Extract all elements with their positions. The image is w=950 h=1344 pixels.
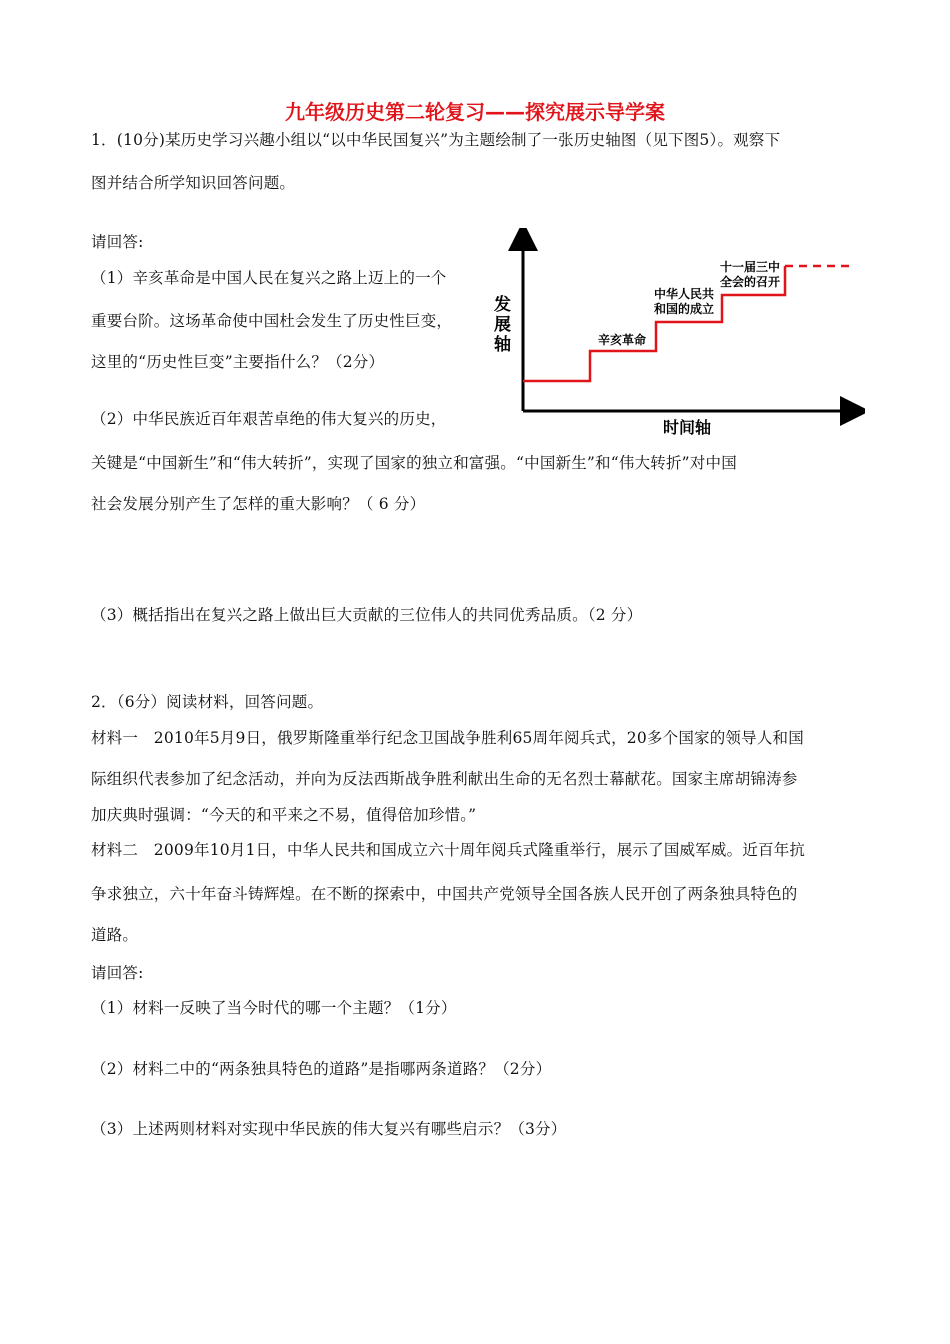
step-label: 十一届三中 bbox=[720, 260, 781, 274]
q1-part2-line1: （2）中华民族近百年艰苦卓绝的伟大复兴的历史， bbox=[91, 410, 447, 428]
q2-material1-line1: 材料一 2010年5月9日，俄罗斯隆重举行纪念卫国战争胜利65周年阅兵式，20多个国家的领导人和国 bbox=[91, 729, 804, 747]
q2-part2: （2）材料二中的“两条独具特色的道路”是指哪两条道路？（2分） bbox=[91, 1060, 552, 1078]
q2-intro: 2．（6分）阅读材料，回答问题。 bbox=[91, 693, 324, 711]
q2-prompt: 请回答: bbox=[91, 964, 144, 982]
page-title: 九年级历史第二轮复习——探究展示导学案 bbox=[285, 100, 665, 124]
step-label: 辛亥革命 bbox=[598, 333, 647, 347]
y-axis-label bbox=[493, 294, 511, 355]
q2-part3: （3）上述两则材料对实现中华民族的伟大复兴有哪些启示？（3分） bbox=[91, 1120, 567, 1138]
q2-material1-line3: 加庆典时强调：“今天的和平来之不易，值得倍加珍惜。” bbox=[91, 806, 477, 824]
q1-part1-line1: （1）辛亥革命是中国人民在复兴之路上迈上的一个 bbox=[91, 269, 447, 287]
q2-material2-line3: 道路。 bbox=[91, 926, 139, 944]
q2-material2-line1: 材料二 2009年10月1日，中华人民共和国成立六十周年阅兵式隆重举行，展示了国威军威。近百年抗 bbox=[91, 841, 806, 859]
history-axis-chart bbox=[480, 228, 865, 438]
y-axis-label-char: 展 bbox=[494, 315, 511, 335]
q1-intro-line1: 1．(10分)某历史学习兴趣小组以“以中华民国复兴”为主题绘制了一张历史轴图（见下图5）。观察下 bbox=[91, 131, 781, 149]
q1-part2-line3: 社会发展分别产生了怎样的重大影响？（ 6 分） bbox=[91, 495, 426, 513]
q2-material2-line2: 争求独立，六十年奋斗铸辉煌。在不断的探索中，中国共产党领导全国各族人民开创了两条独具特色的 bbox=[91, 885, 798, 903]
q2-part1: （1）材料一反映了当今时代的哪一个主题？（1分） bbox=[91, 999, 457, 1017]
q1-part2-line2: 关键是“中国新生”和“伟大转折”，实现了国家的独立和富强。“中国新生”和“伟大转折”对中国 bbox=[91, 454, 737, 472]
q1-intro-line2: 图并结合所学知识回答问题。 bbox=[91, 174, 296, 192]
q1-prompt: 请回答: bbox=[91, 233, 144, 251]
x-axis-label: 时间轴 bbox=[663, 418, 712, 437]
step-label: 和国的成立 bbox=[654, 302, 715, 316]
q1-part3: （3）概括指出在复兴之路上做出巨大贡献的三位伟人的共同优秀品质。（2 分） bbox=[91, 606, 643, 624]
step-label: 全会的召开 bbox=[720, 275, 781, 289]
step-label: 中华人民共 bbox=[654, 287, 715, 301]
q2-material1-line2: 际组织代表参加了纪念活动，并向为反法西斯战争胜利献出生命的无名烈士幕献花。国家主席胡锦涛参 bbox=[91, 770, 798, 788]
q1-part1-line3: 这里的“历史性巨变”主要指什么？（2分） bbox=[91, 353, 385, 371]
q1-part1-line2: 重要台阶。这场革命使中国杜会发生了历史性巨变， bbox=[91, 312, 453, 330]
y-axis-label-char: 轴 bbox=[494, 335, 511, 355]
y-axis-label-char: 发 bbox=[494, 295, 511, 315]
